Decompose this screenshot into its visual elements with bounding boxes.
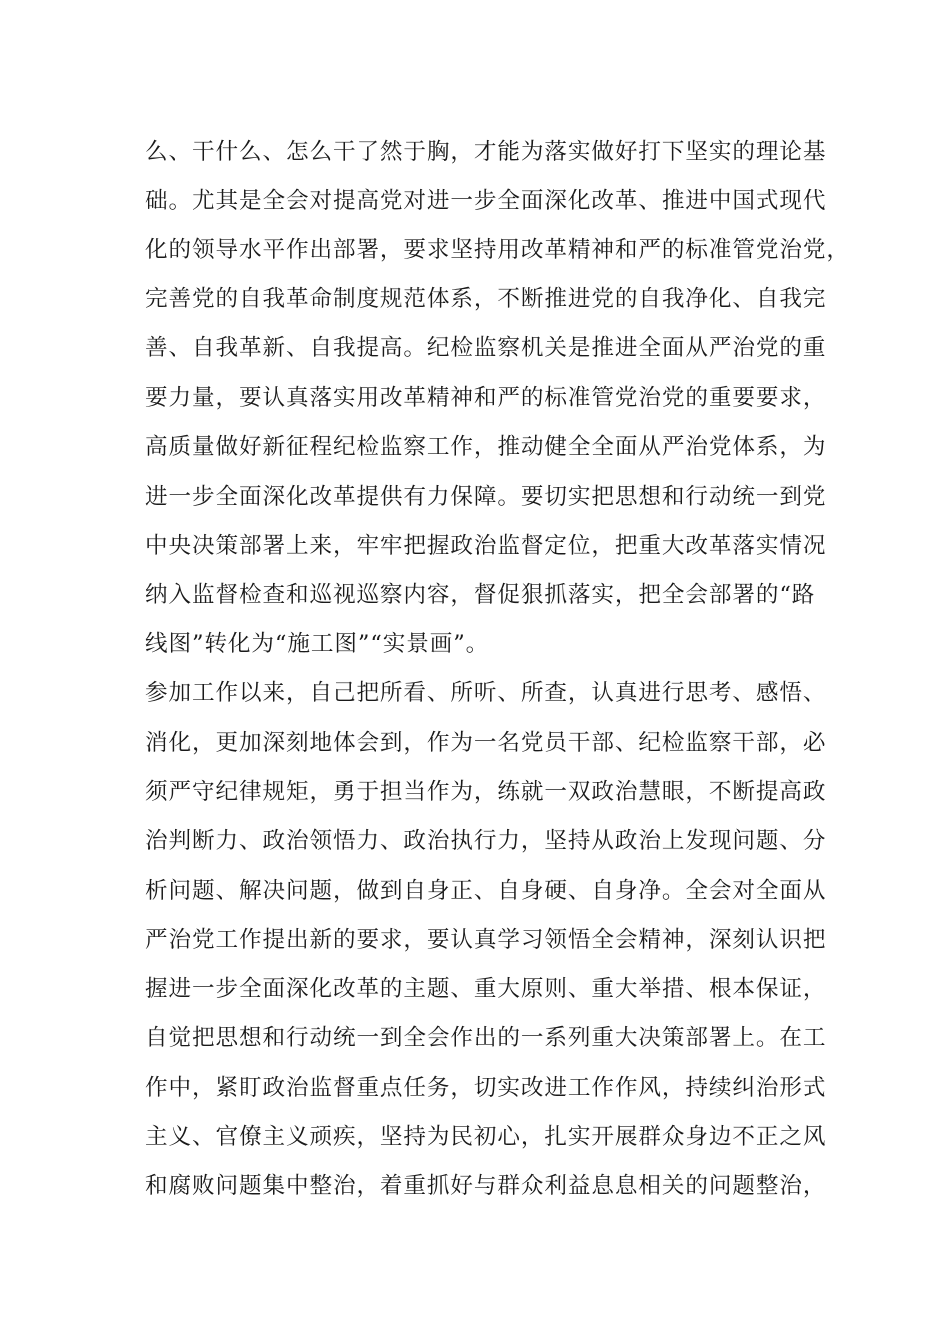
text-line: 线图”转化为“施工图”“实景画”。 <box>145 631 490 657</box>
text-line: 主义、官僚主义顽疾，坚持为民初心，扎实开展群众身边不正之风 <box>145 1124 827 1150</box>
text-line: 握进一步全面深化改革的主题、重大原则、重大举措、根本保证， <box>145 976 827 1002</box>
text-line: 纳入监督检查和巡视巡察内容，督促狠抓落实，把全会部署的“路 <box>145 582 816 608</box>
text-line: 严治党工作提出新的要求，要认真学习领悟全会精神，深刻认识把 <box>145 927 827 953</box>
text-line: 高质量做好新征程纪检监察工作，推动健全全面从严治党体系，为 <box>145 434 827 460</box>
text-line: 和腐败问题集中整治，着重抓好与群众利益息息相关的问题整治， <box>145 1173 827 1199</box>
text-line: 要力量，要认真落实用改革精神和严的标准管党治党的重要要求， <box>145 385 827 411</box>
text-line: 参加工作以来，自己把所看、所听、所查，认真进行思考、感悟、 <box>145 680 827 706</box>
text-line: 治判断力、政治领悟力、政治执行力，坚持从政治上发现问题、分 <box>145 828 827 854</box>
text-line: 么、干什么、怎么干了然于胸，才能为落实做好打下坚实的理论基 <box>145 139 827 165</box>
text-line: 中央决策部署上来，牢牢把握政治监督定位，把重大改革落实情况 <box>145 533 827 559</box>
text-line: 析问题、解决问题，做到自身正、自身硬、自身净。全会对全面从 <box>145 878 827 904</box>
text-line: 自觉把思想和行动统一到全会作出的一系列重大决策部署上。在工 <box>145 1025 827 1051</box>
text-line: 善、自我革新、自我提高。纪检监察机关是推进全面从严治党的重 <box>145 335 827 361</box>
text-line: 化的领导水平作出部署，要求坚持用改革精神和严的标准管党治党， <box>145 237 850 263</box>
text-line: 作中，紧盯政治监督重点任务，切实改进工作作风，持续纠治形式 <box>145 1075 827 1101</box>
text-line: 础。尤其是全会对提高党对进一步全面深化改革、推进中国式现代 <box>145 188 827 214</box>
text-line: 完善党的自我革命制度规范体系，不断推进党的自我净化、自我完 <box>145 286 827 312</box>
text-line: 消化，更加深刻地体会到，作为一名党员干部、纪检监察干部，必 <box>145 730 827 756</box>
text-line: 须严守纪律规矩，勇于担当作为，练就一双政治慧眼，不断提高政 <box>145 779 827 805</box>
text-line: 进一步全面深化改革提供有力保障。要切实把思想和行动统一到党 <box>145 484 827 510</box>
